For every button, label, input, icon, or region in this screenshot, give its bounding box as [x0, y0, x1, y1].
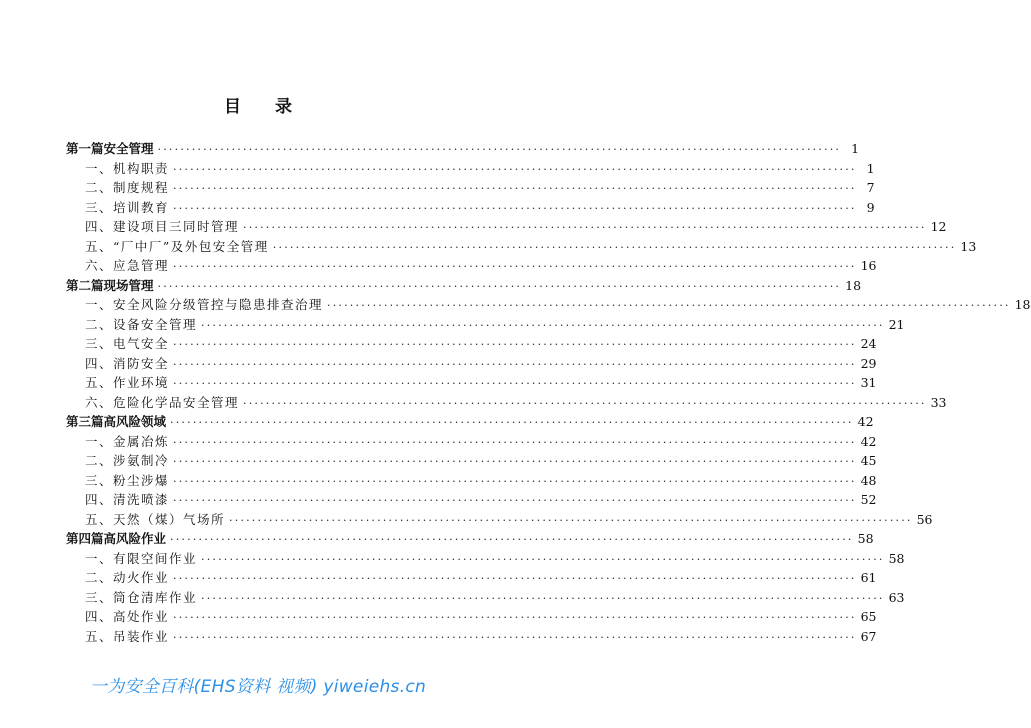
toc-part-number: 第三篇 — [66, 414, 104, 429]
toc-entry-label: 六、危险化学品安全管理 — [85, 394, 240, 410]
toc-leader-dots: ........................................................................................................................ — [170, 530, 854, 543]
toc-leader-dots: ........................................................................................................................ — [173, 198, 857, 212]
toc-leader-dots: ........................................................................................................................ — [327, 296, 1011, 309]
toc-entry-label: 四、清洗喷漆 — [85, 492, 170, 507]
table-of-contents — [66, 139, 1031, 646]
toc-leader-dots: ........................................................................................................................ — [173, 452, 857, 465]
toc-entry-label: 五、“厂中厂”及外包安全管理 — [85, 238, 269, 254]
toc-leader-dots: ........................................................................................................................ — [173, 608, 857, 621]
toc-entry-label: 三、培训教育 — [85, 199, 170, 215]
toc-leader-dots: ........................................................................................................................ — [173, 374, 857, 387]
toc-entry-label: 现场管理 — [103, 277, 154, 293]
toc-entry-label: 安全管理 — [103, 141, 154, 156]
toc-leader-dots: ........................................................................................................................ — [157, 276, 842, 290]
toc-page-number: 48 — [860, 472, 877, 488]
toc-leader-dots: ........................................................................................................................ — [173, 569, 857, 582]
toc-page-number: 58 — [857, 531, 874, 546]
toc-leader-dots: ........................................................................................................................ — [201, 549, 885, 563]
toc-entry-label: 三、粉尘涉爆 — [85, 472, 170, 488]
toc-entry-label: 五、吊装作业 — [85, 628, 170, 644]
toc-page-number: 61 — [860, 570, 877, 585]
toc-entry-label: 一、安全风险分级管控与隐患排查治理 — [85, 297, 324, 312]
toc-page-number: 18 — [845, 277, 862, 293]
toc-leader-dots: ........................................................................................................................ — [170, 413, 854, 426]
toc-leader-dots: ........................................................................................................................ — [243, 218, 927, 231]
toc-entry-label: 五、天然（煤）气场所 — [85, 511, 226, 527]
toc-part-number: 第四篇 — [66, 531, 104, 546]
toc-page-number: 24 — [860, 336, 877, 351]
toc-page-number: 9 — [866, 199, 875, 215]
toc-leader-dots: ........................................................................................................................ — [173, 179, 857, 192]
toc-entry-label: 二、制度规程 — [85, 180, 170, 195]
toc-chapter-entry[interactable] — [66, 627, 877, 647]
toc-page-number: 29 — [860, 355, 877, 371]
toc-entry-label: 二、涉氨制冷 — [85, 453, 170, 468]
toc-page-number: 12 — [930, 219, 947, 234]
toc-entry-label: 二、设备安全管理 — [85, 316, 198, 332]
toc-page-number: 42 — [857, 414, 874, 429]
toc-page-number: 7 — [866, 180, 875, 195]
toc-leader-dots: ........................................................................................................................ — [243, 393, 927, 407]
toc-page-number: 63 — [888, 589, 905, 605]
toc-leader-dots: ........................................................................................................................ — [272, 237, 957, 251]
toc-entry-label: 二、动火作业 — [85, 570, 170, 585]
toc-page-number: 1 — [866, 160, 875, 176]
toc-page-number: 18 — [1014, 297, 1031, 312]
toc-page-number: 56 — [916, 511, 933, 527]
toc-page-number: 21 — [888, 316, 905, 332]
toc-entry-label: 三、筒仓清库作业 — [85, 589, 198, 605]
toc-part-number: 第二篇 — [66, 277, 104, 293]
toc-page-number: 42 — [860, 433, 877, 449]
toc-page-number: 65 — [860, 609, 877, 624]
toc-page-number: 67 — [860, 628, 877, 644]
toc-entry-label: 五、作业环境 — [85, 375, 170, 390]
toc-entry-label: 四、建设项目三同时管理 — [85, 219, 240, 234]
toc-part-number: 第一篇 — [66, 141, 104, 156]
toc-leader-dots: ........................................................................................................................ — [173, 432, 857, 446]
toc-leader-dots: ........................................................................................................................ — [201, 315, 885, 329]
toc-leader-dots: ........................................................................................................................ — [229, 510, 913, 524]
toc-page-number: 58 — [888, 550, 905, 566]
toc-entry-label: 四、高处作业 — [85, 609, 170, 624]
toc-title: 目 录 — [224, 97, 306, 117]
toc-leader-dots: ........................................................................................................................ — [157, 140, 842, 153]
toc-leader-dots: ........................................................................................................................ — [201, 588, 885, 602]
toc-leader-dots: ........................................................................................................................ — [173, 335, 857, 348]
toc-entry-label: 高风险作业 — [103, 531, 167, 546]
toc-page-number: 16 — [860, 258, 877, 273]
toc-leader-dots: ........................................................................................................................ — [173, 627, 857, 641]
watermark-text: 一为安全百科(EHS资料 视频) yiweiehs.cn — [89, 677, 427, 697]
toc-leader-dots: ........................................................................................................................ — [173, 491, 857, 504]
toc-entry-label: 一、机构职责 — [85, 160, 170, 176]
toc-page-number: 45 — [860, 453, 877, 468]
toc-leader-dots: ........................................................................................................................ — [173, 159, 857, 173]
toc-leader-dots: ........................................................................................................................ — [173, 257, 857, 270]
toc-page-number: 33 — [930, 394, 947, 410]
toc-entry-label: 六、应急管理 — [85, 258, 170, 273]
toc-page-number: 1 — [851, 141, 860, 156]
toc-page-number: 52 — [860, 492, 877, 507]
toc-entry-label: 一、金属冶炼 — [85, 433, 170, 449]
toc-leader-dots: ........................................................................................................................ — [173, 471, 857, 485]
toc-entry-label: 四、消防安全 — [85, 355, 170, 371]
toc-page-number: 31 — [860, 375, 877, 390]
toc-entry-label: 高风险领域 — [103, 414, 167, 429]
toc-page-number: 13 — [960, 238, 977, 254]
toc-entry-label: 一、有限空间作业 — [85, 550, 198, 566]
toc-entry-label: 三、电气安全 — [85, 336, 170, 351]
toc-leader-dots: ........................................................................................................................ — [173, 354, 857, 368]
